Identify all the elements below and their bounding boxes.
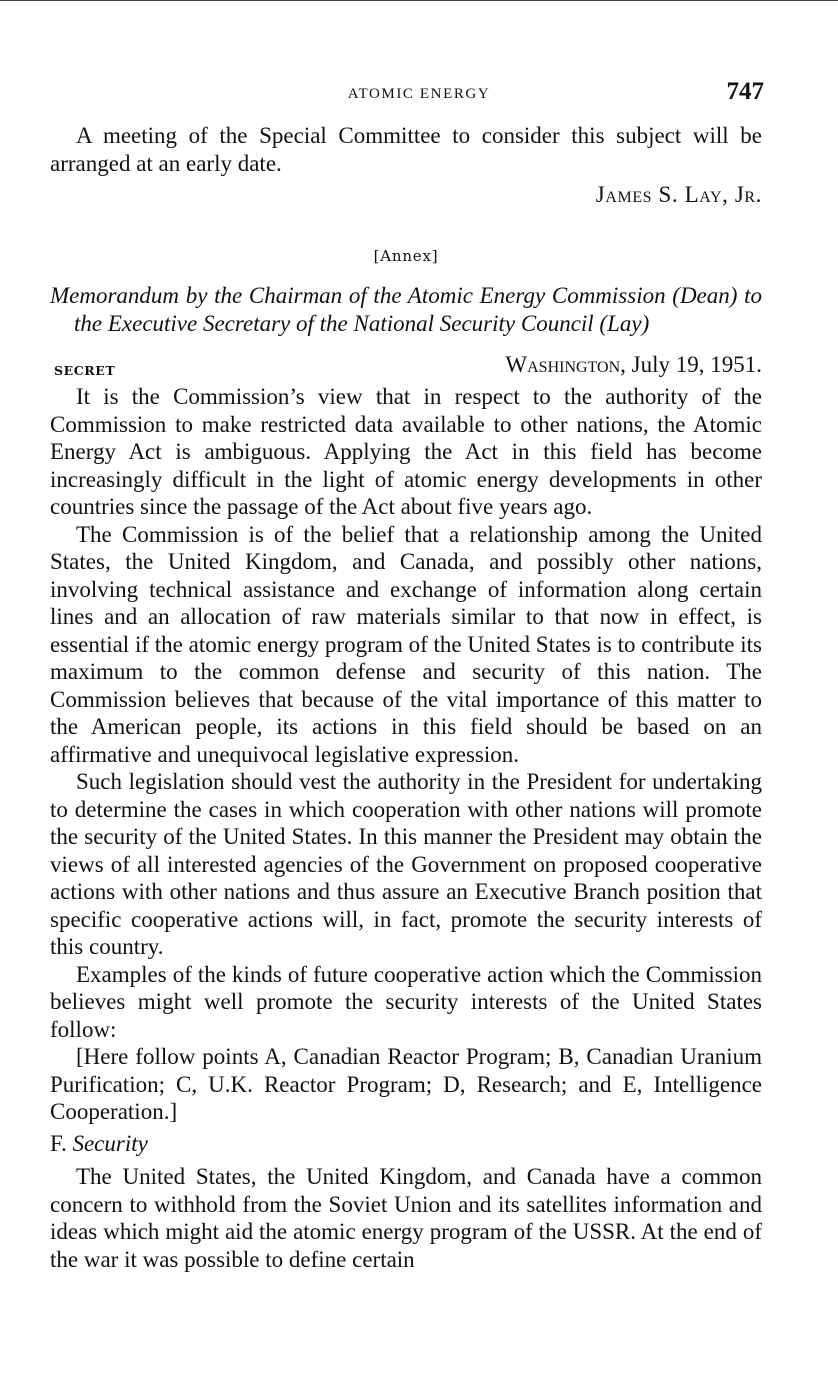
closing-paragraph: A meeting of the Special Committee to consider this subject will be arranged at an early date.	[50, 123, 762, 176]
page-header	[0, 78, 838, 116]
annex-label: [Annex]	[373, 246, 439, 265]
running-head: ATOMIC ENERGY	[347, 86, 491, 102]
section-heading	[50, 1130, 762, 1158]
section-paragraph: The United States, the United Kingdom, and Canada have a common concern to withhold from the Soviet Union and its satellites information and ideas which might aid the atomic energy program of the USSR. At the end of the war it was possible to define certain	[50, 1164, 762, 1272]
body-paragraph: Examples of the kinds of future cooperative action which the Commission believes might well promote the security interests of the United States follow:	[50, 961, 762, 1042]
page-top-rule	[0, 0, 838, 1]
editorial-note: [Here follow points A, Canadian Reactor Program; B, Canadian Uranium Purification; C, U.K. Reactor Program; D, Research; and E, Intelligence Cooperation.]	[50, 1044, 762, 1124]
dateline	[50, 351, 762, 381]
memorandum-title: Memorandum by the Chairman of the Atomic Energy Commission (Dean) to the Executive Secretary of the National Security Council (Lay)	[50, 283, 762, 336]
section-title: Security	[72, 1130, 148, 1156]
page-number: 747	[726, 78, 764, 105]
date-line	[505, 351, 762, 379]
page-content	[50, 122, 762, 1273]
section-letter: F.	[50, 1130, 67, 1156]
body-paragraph: Such legislation should vest the authority in the President for undertaking to determine the cases in which cooperation with other nations will promote the security of the United States. In this manner the President may obtain the views of all interested agencies of the Government on proposed cooperative actions with other nations and thus assure an Executive Branch position that specific cooperative actions will, in fact, promote the security interests of this country.	[50, 769, 762, 959]
body-paragraph: The Commission is of the belief that a relationship among the United States, the United Kingdom, and Canada, and possibly other nations, involving technical assistance and exchange of information along certain lines and an allocation of raw materials similar to that now in effect, is essential if the atomic energy program of the United States is to contribute its maximum to the common defense and security of this nation. The Commission believes that because of the vital importance of this matter to the American people, its actions in this field should be based on an affirmative and unequivocal legislative expression.	[50, 521, 762, 767]
signature: James S. Lay, Jr.	[595, 182, 762, 207]
dateline-place: Washington,	[505, 352, 626, 377]
body-paragraph: It is the Commission’s view that in respect to the authority of the Commission to make restricted data available to other nations, the Atomic Energy Act is ambiguous. Applying the Act in this field has become increasingly difficult in the light of atomic energy developments in other countries since the passage of the Act about five years ago.	[50, 384, 762, 519]
classification-label: SECRET	[54, 363, 116, 378]
dateline-date: July 19, 1951.	[631, 352, 762, 377]
